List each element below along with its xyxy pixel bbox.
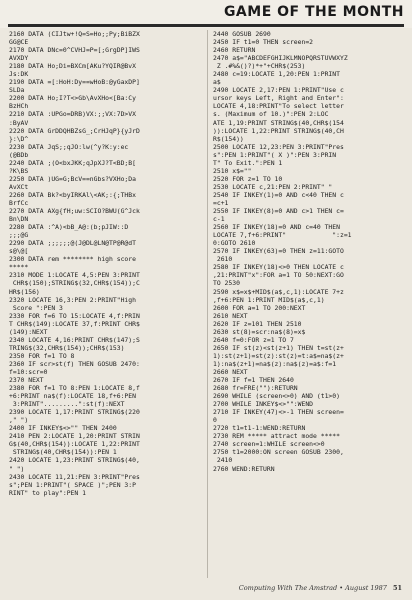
code-line: 3:PRINT".........":st(f):NEXT [9, 400, 125, 409]
code-line: a$ [213, 78, 221, 87]
code-line: 2690 WHILE (screen<>0) AND (t1>0) [213, 392, 340, 401]
code-line: 2190 DATA =[:HoH:Dy==wHoB:@yGaxDP] [9, 78, 140, 87]
code-line: 2300 DATA rem ******** high score [9, 255, 136, 264]
code-line: 1):na$(z+1)=na$(z):na$(z)=a$:f=1 [213, 359, 337, 368]
code-line: ;;;@G [9, 231, 29, 240]
code-line: 2720 t1=t1-1:WEND:RETURN [213, 424, 306, 433]
code-line: 2490 LOCATE 2,17:PEN 1:PRINT"Use c [213, 86, 344, 95]
code-line: STRING$(40,CHR$(154)):PEN 1 [9, 448, 117, 457]
page-number: 51 [392, 584, 402, 592]
code-line: c-1 [213, 215, 225, 224]
code-line: 2220 DATA GrDDQHBZsG_;CrHJqP}{yJrD [9, 126, 140, 135]
code-line: Js:DK [9, 70, 29, 79]
code-line: 2670 IF f=1 THEN 2640 [213, 376, 294, 385]
code-line: 2530 LOCATE c,21:PEN 2:PRINT" " [213, 182, 333, 191]
code-line: 2630 st(8)=scr:na$(8)=x$ [213, 327, 306, 336]
code-line: 2650 IF st(z)<st(z+1) THEN t=st(z+ [213, 343, 344, 352]
page-footer [239, 584, 402, 592]
code-line: (149):NEXT [9, 327, 48, 336]
code-line: 2330 FOR f=6 TO 15:LOCATE 4,f:PRIN [9, 311, 140, 320]
code-line: 2170 DATA DNc=0^CVHJ=P=[;GrgDP]IWS [9, 46, 140, 55]
code-line: 2760 WEND:RETURN [213, 464, 275, 473]
code-line: TO 2530 [213, 279, 240, 288]
code-line: G$(40,CHR$(154)):LOCATE 1,22:PRINT [9, 440, 140, 449]
code-line: 2660 NEXT [213, 367, 248, 376]
code-line: LOCATE 7,f+6:PRINT" ":z=1 [213, 231, 352, 240]
code-line: TRING$(32,CHR$(154));CHR$(153) [9, 343, 125, 352]
code-line: 2560 IF INKEY(18)=0 AND c=40 THEN [213, 223, 340, 232]
code-line: 2730 REM ***** attract mode ***** [213, 432, 340, 441]
code-line: 2520 FOR z=1 TO 10 [213, 174, 283, 183]
code-line: 2320 LOCATE 16,3:PEN 2:PRINT"High [9, 295, 136, 304]
code-line: 2370 NEXT [9, 376, 44, 385]
code-line: Score ":PEN 3 [9, 303, 63, 312]
section-title: GAME OF THE MONTH [223, 4, 404, 20]
code-line: 2610 NEXT [213, 311, 248, 320]
code-line: BrfCc [9, 198, 29, 207]
code-line: 2570 IF INKEY(63)=0 THEN z=11:GOTO [213, 247, 344, 256]
listing-column-right [213, 30, 407, 473]
code-line: 2260 DATA Bk?<byIRKAl\<AK;:{;THBx [9, 190, 136, 199]
code-line: ,f+6:PEN 1:PRINT MID$(a$,c,1) [213, 295, 325, 304]
code-line: 2620 IF z=101 THEN 2510 [213, 319, 302, 328]
code-line: 2210 DATA :UPGo=DRB)VX:;;VX:7D>VX [9, 110, 136, 119]
code-line: 2200 DATA Ho;I?T<>Gb\AvXHo<[Ba:Cy [9, 94, 136, 103]
code-line: AVXDY [9, 54, 29, 63]
code-line: 2550 IF INKEY(8)=0 AND c>1 THEN c= [213, 207, 344, 216]
code-line: " ") [9, 464, 25, 473]
code-line: s. (Maximum of 10.)":PEN 2:LOC [213, 110, 329, 119]
code-line: Bn\DN [9, 215, 29, 224]
code-line: 2710 IF INKEY(47)<>-1 THEN screen= [213, 408, 344, 417]
code-line: ?K\BS [9, 166, 29, 175]
code-line: CHR$(150);STRING$(32,CHR$(154));C [9, 279, 140, 288]
code-line: 2270 DATA AXg{fH;uw:SCIO?BWU(G^Jck [9, 207, 140, 216]
code-line: GG@CE [9, 38, 29, 47]
code-line: 2230 DATA JqS;;qJO:lw(^y?K:y:ec [9, 142, 129, 151]
code-line: BzHCh [9, 102, 29, 111]
code-line: )):LOCATE 1,22:PRINT STRING$(40,CH [213, 126, 344, 135]
code-line: R$(154)) [213, 134, 244, 143]
code-line: 2470 a$="ABCDEFGHIJKLMNOPQRSTUVWXYZ [213, 54, 348, 63]
code-line: 2540 IF INKEY(1)=0 AND c<40 THEN c [213, 190, 344, 199]
code-line: T CHR$(149):LOCATE 37,f:PRINT CHR$ [9, 319, 140, 328]
code-line: (@BDb [9, 150, 29, 159]
code-line: T" To Exit.":PEN 1 [213, 158, 283, 167]
code-line: 2510 x$="" [213, 166, 252, 175]
code-line: 2410 PEN 2:LOCATE 1,20:PRINT STRIN [9, 432, 140, 441]
code-line: 2380 FOR f=1 TO 8:PEN 1:LOCATE 8,f [9, 384, 140, 393]
code-line: s@\@[ [9, 247, 29, 256]
code-line: LOCATE 4,18:PRINT"To select letter [213, 102, 344, 111]
code-line: 2180 DATA Ho;Di=BXCm[AKu?YQIR@BvX [9, 62, 136, 71]
code-line: 2590 x$=x$+MID$(a$,c,1):LOCATE 7+z [213, 287, 344, 296]
code-line: 2240 DATA ;(O<bxJKK;qJpXJ?T<BD;B[ [9, 158, 136, 167]
code-line: f=10:scr=0 [9, 367, 48, 376]
code-line: 2340 LOCATE 4,16:PRINT CHR$(147);S [9, 335, 140, 344]
code-line: 2580 IF INKEY(18)<>0 THEN LOCATE c [213, 263, 344, 272]
column-divider [207, 30, 208, 578]
code-line: =c+1 [213, 198, 229, 207]
code-line: :ByAV [9, 118, 29, 127]
code-line: +6:PRINT na$(f):LOCATE 18,f+6:PEN [9, 392, 136, 401]
code-line: 2360 IF scr>st(f) THEN GOSUB 2470: [9, 359, 140, 368]
code-line: 2410 [213, 456, 233, 465]
code-line: 2640 f=0:FOR z=1 TO 7 [213, 335, 294, 344]
code-line: 2600 FOR a=1 TO 200:NEXT [213, 303, 306, 312]
code-line: ," ") [9, 416, 29, 425]
code-line: RINT" to play":PEN 1 [9, 488, 86, 497]
code-line: s":PEN 1:PRINT"( X )":PEN 3:PRIN [213, 150, 337, 159]
code-line: 2160 DATA (CIJtw+!Q=S=Ho;;Py;BiBZX [9, 30, 140, 38]
code-line: 2740 screen=1:WHILE screen<>0 [213, 440, 325, 449]
code-line: Z .#%&()?)*+"+CHR$(253) [213, 62, 306, 71]
code-line: ATE 1,19:PRINT STRING$(40,CHR$(154 [213, 118, 344, 127]
code-line: 2610 [213, 255, 233, 264]
code-line: SLDa [9, 86, 25, 95]
page-header [0, 0, 412, 28]
code-line: 1):st(z+1)=st(z):st(z)=t:a$=na$(z+ [213, 351, 344, 360]
code-line: 2350 FOR f=1 TO 8 [9, 351, 75, 360]
code-line: 2430 LOCATE 11,21:PEN 3:PRINT"Pres [9, 472, 140, 481]
code-line: 0 [213, 416, 217, 425]
code-line: }:\D^ [9, 134, 29, 143]
code-line: 2680 fr=FRE(""):RETURN [213, 384, 298, 393]
code-line: ,21:PRINT"x":FOR a=1 TO 50:NEXT:GO [213, 271, 344, 280]
code-line: 2480 c=19:LOCATE 1,20:PEN 1:PRINT [213, 70, 340, 79]
code-line: 2440 GOSUB 2690 [213, 30, 271, 38]
code-line: ***** [9, 263, 29, 272]
code-line: ursor keys Left, Right and Enter": [213, 94, 344, 103]
code-line: 2700 WHILE INKEY$<>"":WEND [213, 400, 314, 409]
code-line: 2460 RETURN [213, 46, 256, 55]
code-line: 2500 LOCATE 12,23:PEN 3:PRINT"Pres [213, 142, 344, 151]
listing-column-left [9, 30, 204, 497]
code-line: 2450 IF t1=0 THEN screen=2 [213, 38, 314, 47]
code-line: s";PEN 1:PRINT"( SPACE )";PEN 3:P [9, 480, 136, 489]
code-line: 2400 IF INKEY$<>"" THEN 2400 [9, 424, 117, 433]
code-line: 2280 DATA :^A)<bB_A@:(b;pJIW::D [9, 223, 129, 232]
code-line: 2390 LOCATE 1,17:PRINT STRING$(220 [9, 408, 140, 417]
code-line: 2250 DATA )UG=G;BcV==nGbs?VXHo;Da [9, 174, 136, 183]
code-line: AvXCt [9, 182, 29, 191]
code-line: 2420 LOCATE 1,23:PRINT STRING$(40, [9, 456, 140, 465]
code-line: 2750 t1=2000:ON screen GOSUB 2300, [213, 448, 344, 457]
header-rule [8, 24, 404, 27]
code-line: 2290 DATA ;;;;;;@(J@DL@LN@TP@R@dT [9, 239, 136, 248]
publication-credit: Computing With The Amstrad • August 1987 [238, 584, 387, 592]
code-line: HR$(156) [9, 287, 40, 296]
code-line: 0:GOTO 2610 [213, 239, 256, 248]
code-line: 2310 MODE 1:LOCATE 4,5:PEN 3:PRINT [9, 271, 140, 280]
